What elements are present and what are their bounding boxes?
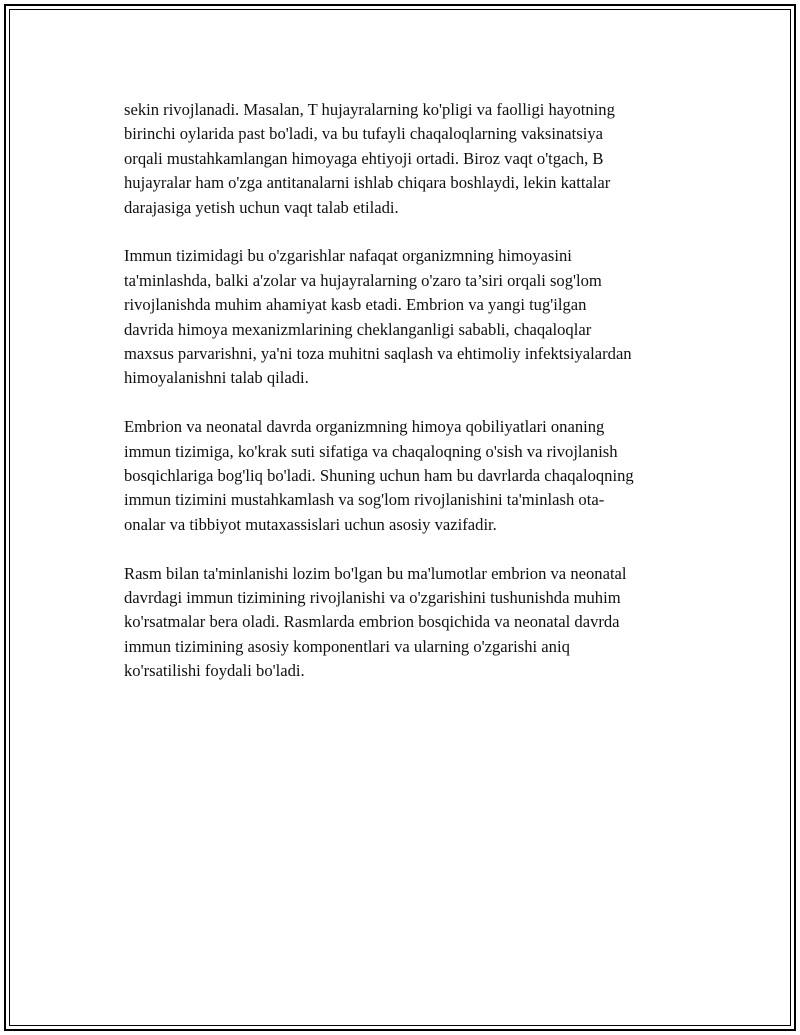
paragraph-4: Rasm bilan ta'minlanishi lozim bo'lgan bu ma'lumotlar embrion va neonatal davrdagi immun tizimining rivojlanishi va o'zgarishini tushunishda muhim ko'rsatmalar bera oladi. Rasmlarda embrion bosqichida va neonatal davrda immun tizimining asosiy komponentlari va ularning o'zgarishi aniq ko'rsatilishi foydali bo'ladi. <box>124 563 627 681</box>
paragraph-2: Immun tizimidagi bu o'zgarishlar nafaqat organizmning himoyasini ta'minlashda, balki a'zolar va hujayralarning o'zaro ta’siri orqali sog'lom rivojlanishda muhim ahamiyat kasb etadi. Embrion va yangi tug'ilgan davrida himoya mexanizmlarining cheklanganligi sababli, chaqaloqlar maxsus parvarishni, ya'ni toza muhitni saqlash va ehtimoliy infektsiyalardan himoyalanishni talab qiladi. <box>124 246 632 388</box>
paragraph-1: sekin rivojlanadi. Masalan, T hujayralarning ko'pligi va faolligi hayotning birinchi oylarida past bo'ladi, va bu tufayli chaqaloqlarning vaksinatsiya orqali mustahkamlangan himoyaga ehtiyoji ortadi. Biroz vaqt o'tgach, B hujayralar ham o'zga antitanalarni ishlab chiqara boshlaydi, lekin kattalar darajasiga yetish uchun vaqt talab etiladi. <box>124 100 615 217</box>
page-frame <box>4 4 796 1031</box>
paragraph-3: Embrion va neonatal davrda organizmning himoya qobiliyatlari onaning immun tizimiga, ko'krak suti sifatiga va chaqaloqning o'sish va rivojlanish bosqichlariga bog'liq bo'ladi. Shuning uchun ham bu davrlarda chaqaloqning immun tizimini mustahkamlash va sog'lom rivojlanishini ta'minlash ota- onalar va tibbiyot mutaxassislari uchun asosiy vazifadir. <box>124 417 634 534</box>
document-body <box>124 98 696 684</box>
